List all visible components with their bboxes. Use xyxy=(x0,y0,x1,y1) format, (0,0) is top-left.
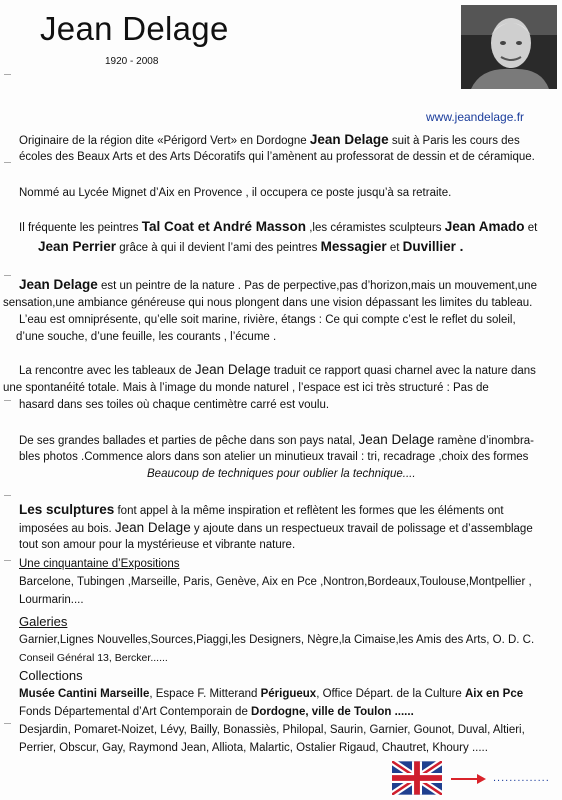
page-title: Jean Delage xyxy=(40,10,229,47)
painters-names: Tal Coat et André Masson xyxy=(141,219,307,234)
photos-quote: Beaucoup de techniques pour oublier la technique.... xyxy=(147,468,416,480)
collections-line-2 xyxy=(19,703,414,721)
arrow-right-icon xyxy=(451,772,487,784)
collections-heading: Collections xyxy=(19,668,83,683)
text: ...... xyxy=(391,706,414,718)
artist-portrait xyxy=(461,5,557,89)
text: De ses grandes ballades et parties de pêche dans son pays natal, xyxy=(19,435,359,447)
english-flag-button[interactable] xyxy=(392,761,442,795)
text: ,les céramistes sculpteurs xyxy=(306,222,445,234)
expositions-list-1: Barcelone, Tubingen ,Marseille, Paris, Genève, Aix en Pce ,Nontron,Bordeaux,Toulouse,Montpellier , xyxy=(19,576,532,588)
friends-line-1 xyxy=(19,218,537,237)
margin-mark xyxy=(4,495,11,496)
margin-mark xyxy=(4,400,11,401)
text: , Office Départ. de la Culture xyxy=(316,688,465,700)
intro-line-2: écoles des Beaux Arts et des Arts Décoratifs qui l’amènent au professorat de dessin et de céramique. xyxy=(19,151,535,163)
region-name: Dordogne xyxy=(251,706,306,718)
friends-line-2 xyxy=(38,238,463,257)
sculptor-name: Jean Amado xyxy=(444,219,525,234)
english-version-link[interactable]: .............. xyxy=(493,772,550,784)
text: suit à Paris les cours des xyxy=(388,135,520,147)
text: La rencontre avec les tableaux de xyxy=(19,365,195,377)
galeries-list-2: Conseil Général 13, Bercker...... xyxy=(19,652,168,664)
text: imposées au bois. xyxy=(19,523,115,535)
text: traduit ce rapport quasi charnel avec la nature dans xyxy=(270,365,536,377)
city-name: Toulon xyxy=(353,706,392,718)
galeries-heading: Galeries xyxy=(19,614,68,629)
text: et xyxy=(386,242,403,254)
text: Il fréquente les peintres xyxy=(19,222,142,234)
artist-name: Jean Delage xyxy=(358,432,435,447)
artist-name: Jean Delage xyxy=(309,132,389,147)
nature-line-3: L’eau est omniprésente, qu’elle soit marine, rivière, étangs : Ce qui compte c’est le reflet du soleil, xyxy=(19,314,516,326)
nature-line-1 xyxy=(19,276,537,295)
artist-name: Jean Delage xyxy=(19,277,98,292)
collectors-line-2: Perrier, Obscur, Gay, Raymond Jean, Alliota, Malartic, Ostalier Rigaud, Chautret, Khoury ..... xyxy=(19,742,488,754)
sculptures-line-1 xyxy=(19,501,504,520)
collections-line-1 xyxy=(19,685,523,703)
galeries-list-1: Garnier,Lignes Nouvelles,Sources,Piaggi,les Designers, Nègre,la Cimaise,les Amis des Arts, O. D. C. xyxy=(19,634,535,646)
artist-name: Jean Delage xyxy=(114,520,191,535)
text: Fonds Départemental d’Art Contemporain de xyxy=(19,706,252,718)
margin-mark xyxy=(4,723,11,724)
margin-mark xyxy=(4,560,11,561)
sculptures-line-3: tout son amour pour la mystérieuse et vibrante nature. xyxy=(19,539,296,551)
painter-name: Messagier xyxy=(320,239,387,254)
text: ramène d’inombra- xyxy=(434,435,535,447)
margin-mark xyxy=(4,162,11,163)
text: , Espace F. Mitterand xyxy=(149,688,261,700)
city-name: Aix en Pce xyxy=(464,688,524,700)
margin-mark xyxy=(4,74,11,75)
margin-mark xyxy=(4,275,11,276)
photos-line-2: bles photos .Commence alors dans son atelier un minutieux travail : tri, recadrage ,choix des formes xyxy=(19,451,529,463)
text: et xyxy=(524,222,538,234)
text: , ville de xyxy=(305,706,354,718)
website-link[interactable]: www.jeandelage.fr xyxy=(426,110,525,124)
encounter-line-3: hasard dans ses toiles où chaque centimètre carré est voulu. xyxy=(19,399,330,411)
encounter-line-1 xyxy=(19,361,536,380)
text: font appel à la même inspiration et reflètent les formes que les éléments ont xyxy=(114,505,504,517)
artist-name: Jean Delage xyxy=(194,362,271,377)
encounter-line-2: une spontanéité totale. Mais à l’image du monde naturel , l’espace est ici très structuré : Pas de xyxy=(3,382,489,394)
portrait-photo-icon xyxy=(461,5,557,89)
nature-line-2: sensation,une ambiance généreuse qui nous plongent dans une vision dépassant les limites du tableau. xyxy=(3,297,533,309)
text: grâce à qui il devient l’ami des peintres xyxy=(116,242,321,254)
nature-line-4: d’une souche, d’une feuille, les courants , l’écume . xyxy=(16,331,277,343)
city-name: Périgueux xyxy=(260,688,317,700)
lycee-paragraph: Nommé au Lycée Mignet d’Aix en Provence , il occupera ce poste jusqu’à sa retraite. xyxy=(19,187,452,199)
expositions-heading: Une cinquantaine d’Expositions xyxy=(19,558,180,570)
text: y ajoute dans un respectueux travail de polissage et d’assemblage xyxy=(190,523,533,535)
expositions-list-2: Lourmarin.... xyxy=(19,594,84,606)
artist-years: 1920 - 2008 xyxy=(105,56,159,67)
uk-flag-icon xyxy=(392,761,442,795)
text: Originaire de la région dite «Périgord Vert» en Dordogne xyxy=(19,135,310,147)
sculptures-heading: Les sculptures xyxy=(19,502,115,517)
museum-name: Musée Cantini Marseille xyxy=(19,688,150,700)
sculptor-name: Jean Perrier xyxy=(38,239,117,254)
collectors-line-1: Desjardin, Pomaret-Noizet, Lévy, Bailly, Bonassiès, Philopal, Saurin, Garnier, Gounot, Duval, Altieri, xyxy=(19,724,525,736)
painter-name: Duvillier . xyxy=(402,239,464,254)
text: est un peintre de la nature . Pas de perpective,pas d’horizon,mais un mouvement,une xyxy=(97,280,537,292)
